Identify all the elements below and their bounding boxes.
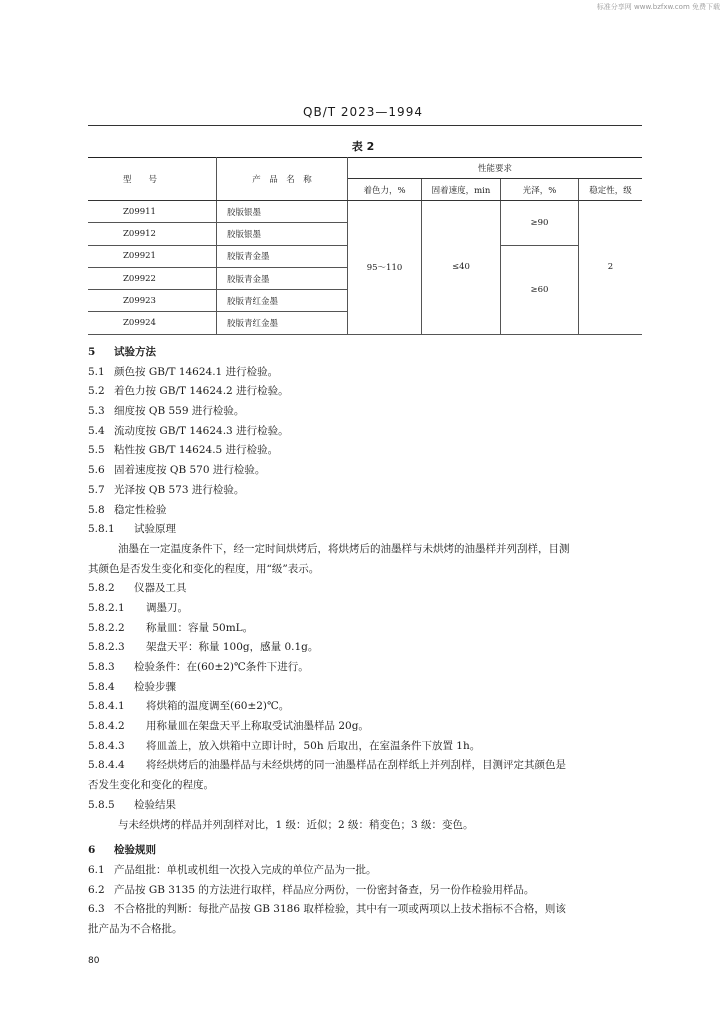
cell-gloss-silver: ≥90 [501, 201, 579, 246]
cell-product-name: 胶版青红金墨 [217, 312, 348, 334]
cell-stability: 2 [579, 201, 643, 335]
clause: 5.8.3 检验条件：在(60±2)℃条件下进行。 [88, 661, 309, 673]
cell-model: Z09922 [88, 267, 217, 289]
cell-model: Z09923 [88, 290, 217, 312]
cell-product-name: 胶版银墨 [217, 201, 348, 223]
section-heading: 6 检验规则 [88, 844, 156, 857]
clause: 5.8.2.3 架盘天平：称量 100g，感量 0.1g。 [88, 641, 319, 654]
section-heading: 5 试验方法 [88, 346, 156, 358]
cell-product-name: 胶版青金墨 [217, 267, 348, 289]
clause: 5.8.4 检验步骤 [88, 680, 176, 693]
performance-table [88, 157, 642, 335]
header-rule [88, 125, 642, 126]
clause: 5.8.5 检验结果 [88, 798, 176, 811]
clause: 5.8.4.1 将烘箱的温度调至(60±2)℃。 [88, 700, 290, 713]
header-performance-group: 性能要求 [348, 158, 643, 179]
cell-product-name: 胶版青金墨 [217, 245, 348, 267]
clause: 5.8.4.4 将经烘烤后的油墨样品与未经烘烤的同一油墨样品在刮样纸上并列刮样，目测评定其颜色是 [88, 759, 566, 772]
header-stability: 稳定性，级 [579, 179, 643, 201]
clause: 5.4 流动度按 GB/T 14624.3 进行检验。 [88, 424, 289, 437]
header-setting-speed: 固着速度，min [422, 179, 501, 201]
document-body [88, 343, 642, 940]
clause: 5.3 细度按 QB 559 进行检验。 [88, 405, 245, 418]
cell-tinting-strength: 95～110 [348, 201, 422, 335]
cell-product-name: 胶版青红金墨 [217, 290, 348, 312]
clause: 6.1 产品组批：单机或机组一次投入完成的单位产品为一批。 [88, 863, 377, 876]
clause: 5.1 颜色按 GB/T 14624.1 进行检验。 [88, 365, 279, 378]
header-model: 型 号 [88, 158, 217, 201]
cell-product-name: 胶版银墨 [217, 223, 348, 245]
paragraph-continuation: 否发生变化和变化的程度。 [88, 779, 214, 792]
clause: 5.8.4.2 用称量皿在架盘天平上称取受试油墨样品 20g。 [88, 720, 369, 733]
cell-setting-speed: ≤40 [422, 201, 501, 335]
standard-code-header: QB/T 2023—1994 [303, 105, 423, 119]
clause: 5.8.2.1 调墨刀。 [88, 601, 188, 614]
cell-model: Z09911 [88, 201, 217, 223]
header-tinting-strength: 着色力，% [348, 179, 422, 201]
table-row [88, 201, 642, 223]
cell-model: Z09912 [88, 223, 217, 245]
site-watermark: 标准分享网 www.bzfxw.com 免费下载 [596, 3, 720, 11]
clause: 5.8.1 试验原理 [88, 523, 176, 536]
clause: 6.3 不合格批的判断：每批产品按 GB 3186 取样检验，其中有一项或两项以上技术指标不合格，则该 [88, 903, 566, 916]
header-product-name: 产 品 名 称 [217, 158, 348, 201]
table-caption: 表 2 [351, 140, 375, 153]
paragraph-continuation: 其颜色是否发生变化和变化的程度，用“级”表示。 [88, 562, 320, 575]
paragraph-continuation: 批产品为不合格批。 [88, 922, 183, 935]
page-number: 80 [88, 956, 100, 966]
clause: 6.2 产品按 GB 3135 的方法进行取样，样品应分两份，一份密封备查，另一份作检验用样品。 [88, 883, 535, 896]
cell-gloss-gold: ≥60 [501, 245, 579, 334]
clause: 5.6 固着速度按 QB 570 进行检验。 [88, 464, 266, 477]
clause: 5.2 着色力按 GB/T 14624.2 进行检验。 [88, 385, 289, 398]
paragraph: 与未经烘烤的样品并列刮样对比，1 级：近似；2 级：稍变色；3 级：变色。 [118, 818, 474, 831]
cell-model: Z09924 [88, 312, 217, 334]
clause: 5.5 粘性按 GB/T 14624.5 进行检验。 [88, 444, 279, 457]
cell-model: Z09921 [88, 245, 217, 267]
clause: 5.8 稳定性检验 [88, 503, 167, 516]
clause: 5.8.2 仪器及工具 [88, 582, 187, 595]
clause: 5.8.2.2 称量皿：容量 50mL。 [88, 621, 254, 634]
clause: 5.8.4.3 将皿盖上，放入烘箱中立即计时，50h 后取出，在室温条件下放置 1h。 [88, 739, 481, 752]
clause: 5.7 光泽按 QB 573 进行检验。 [88, 483, 245, 496]
paragraph: 油墨在一定温度条件下，经一定时间烘烤后，将烘烤后的油墨样与未烘烤的油墨样并列刮样，目测 [118, 542, 570, 555]
header-gloss: 光泽，% [501, 179, 579, 201]
